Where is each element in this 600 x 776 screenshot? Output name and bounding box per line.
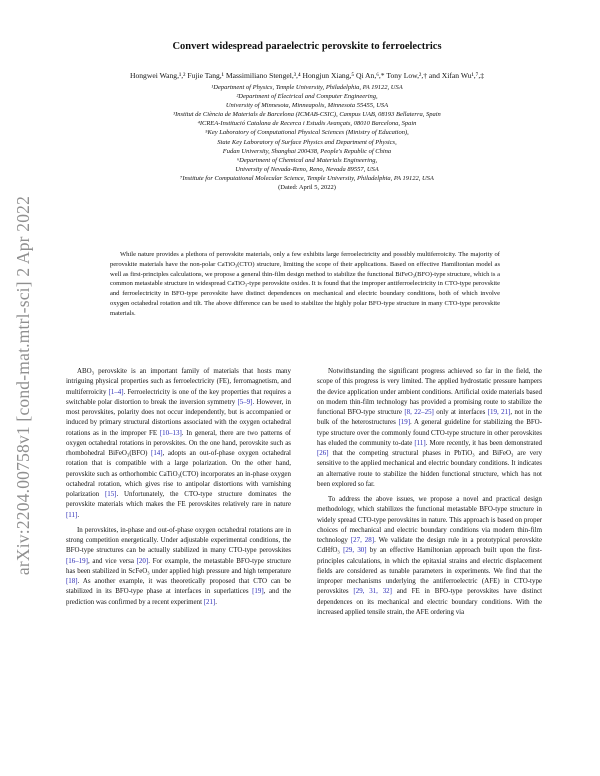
citation-link[interactable]: [18] xyxy=(66,577,78,585)
citation-link[interactable]: [26] xyxy=(317,449,329,457)
affiliation-line: University of Nevada-Reno, Reno, Nevada 89557, USA xyxy=(235,165,379,173)
author-list: Hongwei Wang,¹,² Fujie Tang,¹ Massimiliano Stengel,³,⁴ Hongjun Xiang,⁵ Qi An,⁶,* Tony Low,²,† and Xifan Wu¹,⁷,‡ xyxy=(129,71,485,80)
arxiv-id[interactable]: arXiv:2204.00758v1 [cond-mat.mtrl-sci] 2 Apr 2022 xyxy=(13,195,34,575)
citation-link[interactable]: [29, 31, 32] xyxy=(353,587,392,596)
affiliation-line: ⁶Department of Chemical and Materials Engineering, xyxy=(236,156,378,164)
text-run: ABO₃ perovskite is an important family of materials that hosts many intriguing physical properties such as ferroelectricity (FE), ferromagnetism, and multiferroicity xyxy=(66,367,291,396)
text-run: . More recently, it has been demonstrated xyxy=(425,438,542,447)
text-run: , and the prediction was confirmed by a recent experiment xyxy=(66,587,291,606)
paragraph xyxy=(317,366,542,489)
body-column-left xyxy=(66,366,291,612)
affiliation-line: State Key Laboratory of Surface Physics and Department of Physics, xyxy=(217,138,397,146)
citation-link[interactable]: [16–19] xyxy=(66,556,88,565)
text-run: . We validate the design rule in a prototypical perovskite CdHfO₃ xyxy=(317,536,542,555)
text-run: and FE in BFO-type perovskites have distinct dependences on its mechanical and electric boundary conditions. With the increased applied tensile strain, the AFE ordering via xyxy=(317,587,542,616)
text-run: . xyxy=(77,510,80,519)
affiliation-line: ⁴ICREA-Institució Catalana de Recerca i Estudis Avançats, 08010 Barcelona, Spain xyxy=(197,120,417,128)
affiliation-line: ²Department of Electrical and Computer Engineering, xyxy=(236,93,378,101)
dated-line: (Dated: April 5, 2022) xyxy=(278,184,336,192)
citation-link[interactable]: [11] xyxy=(414,438,426,447)
citation-link[interactable]: [27, 28] xyxy=(350,536,375,544)
citation-link[interactable]: [29, 30] xyxy=(343,546,367,555)
text-run: . xyxy=(215,597,218,606)
paragraph xyxy=(317,494,542,617)
affiliation-line: University of Minnesota, Minneapolis, Minnesota 55455, USA xyxy=(225,102,389,110)
affiliation-line: ⁷Institute for Computational Molecular Science, Temple University, Philadelphia, PA 19122, USA xyxy=(180,174,434,182)
affiliations xyxy=(60,83,554,192)
text-run: , and vice versa xyxy=(87,556,137,565)
abstract: While nature provides a plethora of perovskite materials, only a few exhibits large ferroelectricity and possibly multiferroicity. The majority of perovskite materials have the non-polar CaTiO₃(CTO) structure, limiting the scope of their applications. Based on effective Hamiltonian model as well as first-principles calculations, we propose a general thin-film design method to stabilize the functional BiFeO₃(BFO)-type structure, which is a common metastable structure in widespread CaTiO₃-type perovskite oxides. It is found that the improper antiferroelectricity in CTO-type perovskite and ferroelectricity in BFO-type perovskite have distinct dependences on mechanical and electric boundary conditions, both of which involve oxygen octahedral rotation and tilt. The above difference can be used to stabilize the highly polar BFO-type structure in many CTO-type perovskite materials. xyxy=(110,251,500,317)
paragraph xyxy=(66,525,291,607)
citation-link[interactable]: [1–4] xyxy=(108,387,124,396)
text-run: only at interfaces xyxy=(433,408,488,416)
citation-link[interactable]: [19] xyxy=(252,587,264,596)
paragraph xyxy=(66,366,291,520)
text-run: . Ferroelectricity is one of the key properties that requires a switchable polar distortion to break the inversion symmetry xyxy=(66,387,291,406)
text-run: . As another example, it was theoretically proposed that CTO can be stabilized in its BFO-type phase at interfaces in superlattices xyxy=(66,577,291,596)
citation-link[interactable]: [19] xyxy=(398,418,411,427)
citation-link[interactable]: [21] xyxy=(203,597,216,606)
text-run: . For example, the metastable BFO-type structure has been stabilized in ScFeO₃ under applied high pressure and high temperature xyxy=(66,556,292,575)
citation-link[interactable]: [15] xyxy=(104,490,117,498)
citation-link[interactable]: [5–9] xyxy=(237,397,253,406)
text-run: by an effective Hamiltonian approach built upon the first-principles calculations, in which the epitaxial strains and electric displacement fields are considered as tunable parameters in experiments. We find that the improper mechanisms underlying the antiferroelectric (AFE) in CTO-type perovskites xyxy=(317,546,542,596)
citation-link[interactable]: [14] xyxy=(151,449,163,457)
text-run: In perovskites, in-phase and out-of-phase oxygen octahedral rotations are in strong competition energetically. Under adjustable experimental conditions, the BFO-type structures can be actually stabilized in many CTO-type perovskites xyxy=(66,525,291,555)
text-run: that the competing structural phases in PbTiO₃ and BiFeO₃ are very sensitive to the applied mechanical and electric boundary conditions. It indicates an alternative route to stabilize the hidden functional structure, which has not been explored so far. xyxy=(317,449,542,488)
arxiv-sidebar-stamp xyxy=(10,150,38,620)
affiliation-line: ⁵Key Laboratory of Computational Physical Sciences (Ministry of Education), xyxy=(205,129,409,137)
body-column-right xyxy=(317,366,542,622)
text-run: . Unfortunately, the CTO-type structure dominates the perovskite materials which makes the FE perovskites relatively rare in nature xyxy=(66,490,291,509)
text-run: To address the above issues, we propose a novel and practical design methodology, which stabilizes the functional metastable BFO-type structure in widely spread CTO-type perovskites in nature. This approach is based on proper choices of mechanical and electric boundary conditions via modern thin-film technology xyxy=(317,495,542,544)
text-run: . However, in most perovskites, polarity does not occur independently, but is accompanied or induced by primary structural distortions associated with the oxygen octahedral rotations as in the improper FE xyxy=(66,397,291,437)
citation-link[interactable]: [19, 21] xyxy=(487,408,511,416)
affiliation-line: ¹Department of Physics, Temple University, Philadelphia, PA 19122, USA xyxy=(211,84,403,91)
citation-link[interactable]: [8, 22–25] xyxy=(404,408,434,416)
paper-title: Convert widespread paraelectric perovskite to ferroelectrics xyxy=(172,41,442,52)
citation-link[interactable]: [10–13] xyxy=(159,428,182,437)
text-run: Notwithstanding the significant progress achieved so far in the field, the scope of this progress is very limited. The applied hydrostatic pressure hampers the device application under ambient conditions. Artificial oxide materials based on modern thin-film technology has provided a promising route to stabilize the functional BFO-type structure xyxy=(317,367,542,416)
citation-link[interactable]: [20] xyxy=(136,556,149,565)
text-run: . In general, there are two patterns of oxygen octahedral rotations in perovskites. On the one hand, perovskite such as rhombohedral BiFeO₃(BFO) xyxy=(66,428,291,457)
affiliation-line: ³Institut de Ciència de Materials de Barcelona (ICMAB-CSIC), Campus UAB, 08193 Bellaterra, Spain xyxy=(173,111,441,119)
text-run: . A general guideline for stabilizing the BFO-type structure over the commonly found CTO-type structure in other perovskites has eluded the community to-date xyxy=(317,418,542,447)
text-run: , not in the bulk of the heterostructures xyxy=(317,408,542,427)
text-run: , adopts an out-of-phase oxygen octahedral rotation that is compatible with a large polarization. On the other hand, perovskite such as orthorhombic CaTiO₃(CTO) incorporates an in-phase oxygen octahedral rotation, which gives rise to antipolar distortions with varnishing polarization xyxy=(66,449,291,498)
citation-link[interactable]: [11] xyxy=(66,510,78,519)
affiliation-line: Fudan University, Shanghai 200438, People's Republic of China xyxy=(222,147,392,155)
